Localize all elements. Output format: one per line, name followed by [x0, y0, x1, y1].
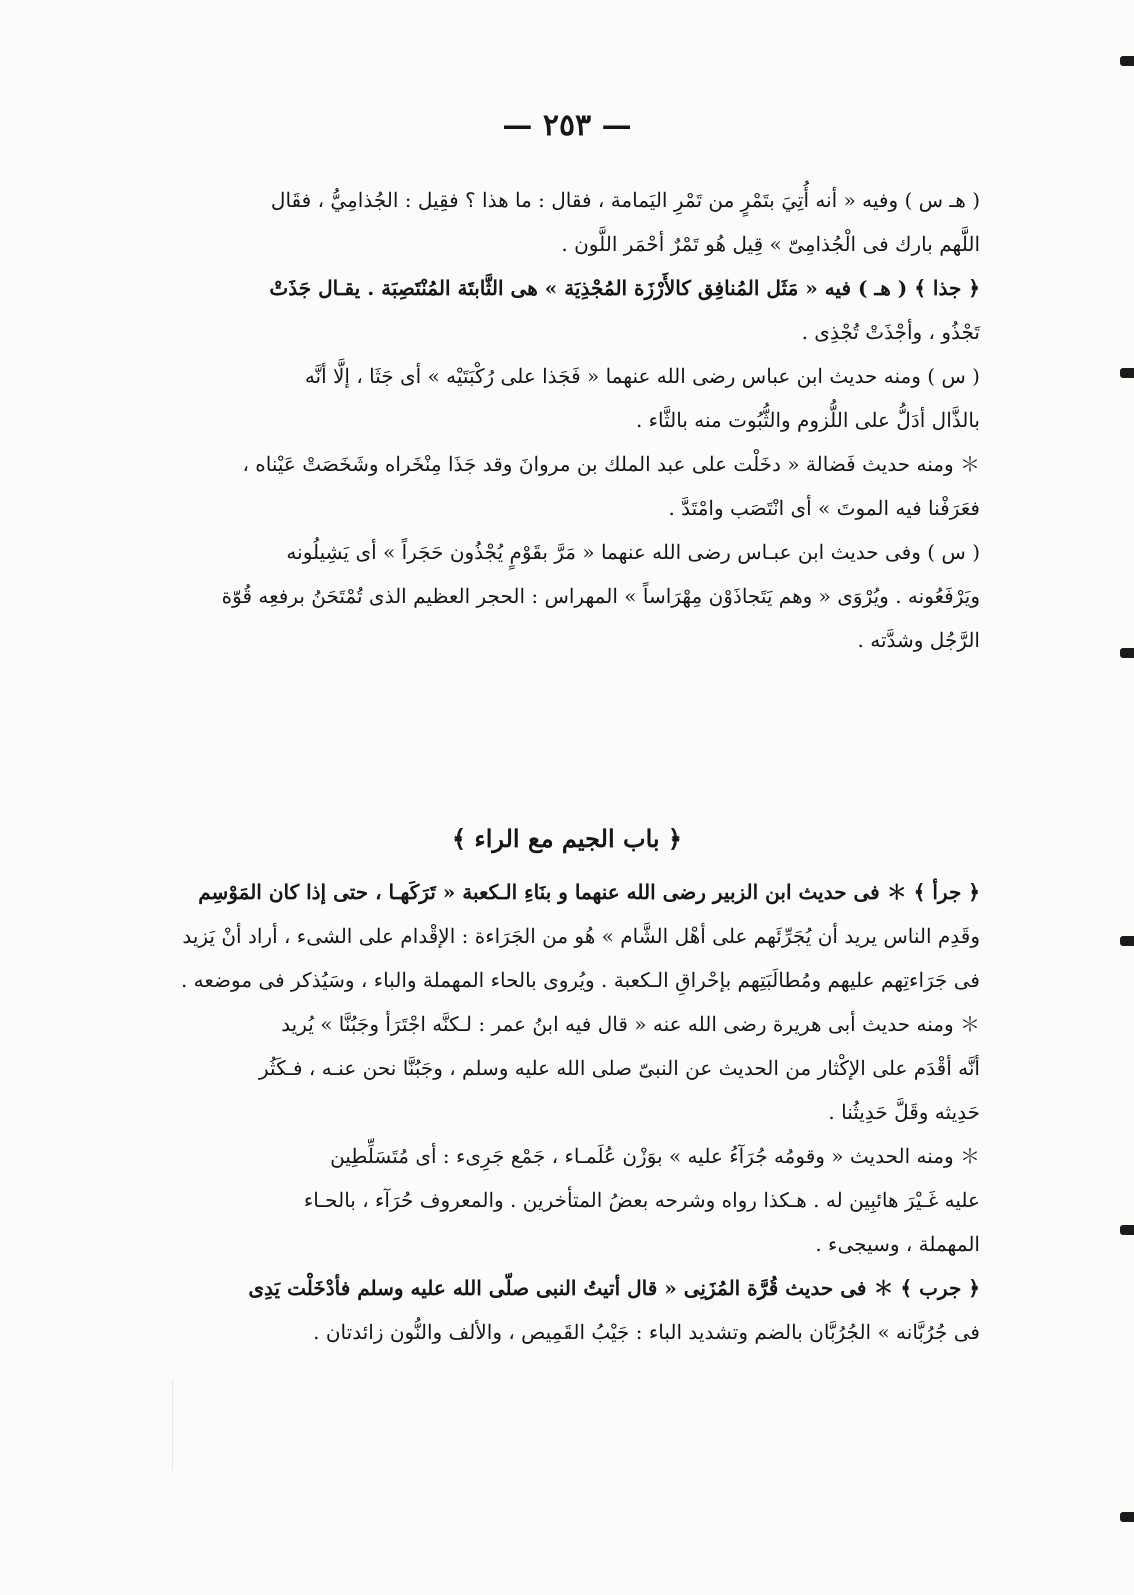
section-heading: ﴿ باب الجيم مع الراء ﴾ [452, 824, 682, 853]
text-line: ويَرْفَعُونه . ويُرْوَى « وهم يَتَجاذَوْن مِهْرَاساً » المهراس : الحجر العظيم الذى تُمْتَحَنُ برفعِه قُوّة [221, 584, 980, 608]
text-line: اللَّهم بارك فى الْجُذامِىّ » قِيل هُو تَمْرٌ أحْمَر اللَّون . [561, 232, 980, 256]
text-line: وقَدِم الناس يريد أن يُجَرِّئَهم على أهْل الشَّام » هُو من الجَرَاءة : الإقْدام على الشىء ، أراد أنْ يَزيد [182, 924, 980, 948]
text-line: فى جَرَاءتِهم عليهم ومُطالَبَتِهم بإحْراقِ الـكعبة . ويُروى بالحاء المهملة والباء ، وسَيُذكر فى موضعه . [180, 968, 980, 992]
entry-jadha-line: ﴿ جذا ﴾ ( هـ ) فيه « مَثَل المُنافِق كالأَرْزَة المُجْذِيَة » هى الثَّابتَة المُنْتَصِبَة . يقـال جَذَتْ [269, 276, 980, 300]
text-line: ＊ ومنه الحديث « وقومُه جُرَآءُ عليه » بوَزْن عُلَمـاء ، جَمْع جَرِىء : أى مُتَسَلِّطِين [330, 1144, 980, 1168]
text-line: تَجْذُو ، وأجْذَتْ تُجْذِى . [801, 320, 980, 344]
text-line: فى جُرُبَّانه » الجُرُبَّان بالضم وتشديد الباء : جَيْبُ القَمِيص ، والألف والنُّون زائدتان . [313, 1320, 980, 1344]
page-number: — ٢٥٣ — [502, 108, 632, 143]
text-line: أنَّه أقْدَم على الإكْثار من الحديث عن النبىّ صلى الله عليه وسلم ، وجَبُنَّا نحن عنـه ، فـكَثُر [259, 1056, 980, 1080]
text-line: ( هـ س ) وفيه « أنه أُتِيَ بتَمْرٍ من تَمْرِ اليَمامة ، فقال : ما هذا ؟ فقِيل : الجُذامِيُّ ، فقَال [270, 188, 980, 212]
text-line: المهملة ، وسيجىء . [815, 1232, 980, 1256]
text-line: ＊ ومنه حديث أبى هريرة رضى الله عنه « قال فيه ابنُ عمر : لـكنَّه اجْتَرَأ وجَبُنَّا » يُريد [281, 1012, 980, 1036]
scan-edge-mark [1120, 56, 1134, 66]
text-line: الرَّجُل وشدَّته . [857, 628, 980, 652]
entry-jara-line: ﴿ جرأ ﴾ ＊ فى حديث ابن الزبير رضى الله عنهما و بنَاءِ الـكعبة « تَرَكَهـا ، حتى إذا كان المَوْسِم [198, 880, 980, 904]
scan-edge-mark [1120, 936, 1134, 946]
entry-jarab-line: ﴿ جرب ﴾ ＊ فى حديث قُرَّة المُزَنِى « قال أتيتُ النبى صلّى الله عليه وسلم فأدْخَلْت يَدِى [248, 1276, 980, 1300]
scan-edge-mark [1120, 368, 1134, 378]
text-line: حَدِيثه وقَلَّ حَدِيثُنا . [828, 1100, 980, 1124]
text-line: فعَرَفْنا فيه الموتَ » أى انْتَصَب وامْتَدَّ . [668, 496, 980, 520]
text-line: ＊ ومنه حديث فَضالة « دخَلْت على عبد الملك بن مروانَ وقد جَذَا مِنْخَراه وشَخَصَتْ عَيْناه ، [242, 452, 980, 476]
text-line: عليه غَـيْرَ هائبِين له . هـكذا رواه وشرحه بعضُ المتأخرين . والمعروف حُرَآء ، بالحـاء [303, 1188, 980, 1212]
text-line: ( س ) وفى حديث ابن عبـاس رضى الله عنهما « مَرَّ بقَوْمٍ يُجْذُون حَجَراً » أى يَشِيلُونه [286, 540, 980, 564]
scan-edge-mark [1120, 1512, 1134, 1522]
page-fold-shadow [172, 1380, 173, 1470]
scan-edge-mark [1120, 1225, 1134, 1235]
scan-edge-mark [1120, 648, 1134, 658]
text-line: ( س ) ومنه حديث ابن عباس رضى الله عنهما « فَجَذا على رُكْبَتَيْه » أى جَثَا ، إلَّا أنَّه [304, 364, 980, 388]
text-line: بالذَّال أدَلُّ على اللُّزوم والثُّبُوت منه بالثَّاء . [635, 408, 980, 432]
entry-block-jadham-jadha [160, 178, 980, 662]
entry-block-jara-jarab [160, 870, 980, 1354]
